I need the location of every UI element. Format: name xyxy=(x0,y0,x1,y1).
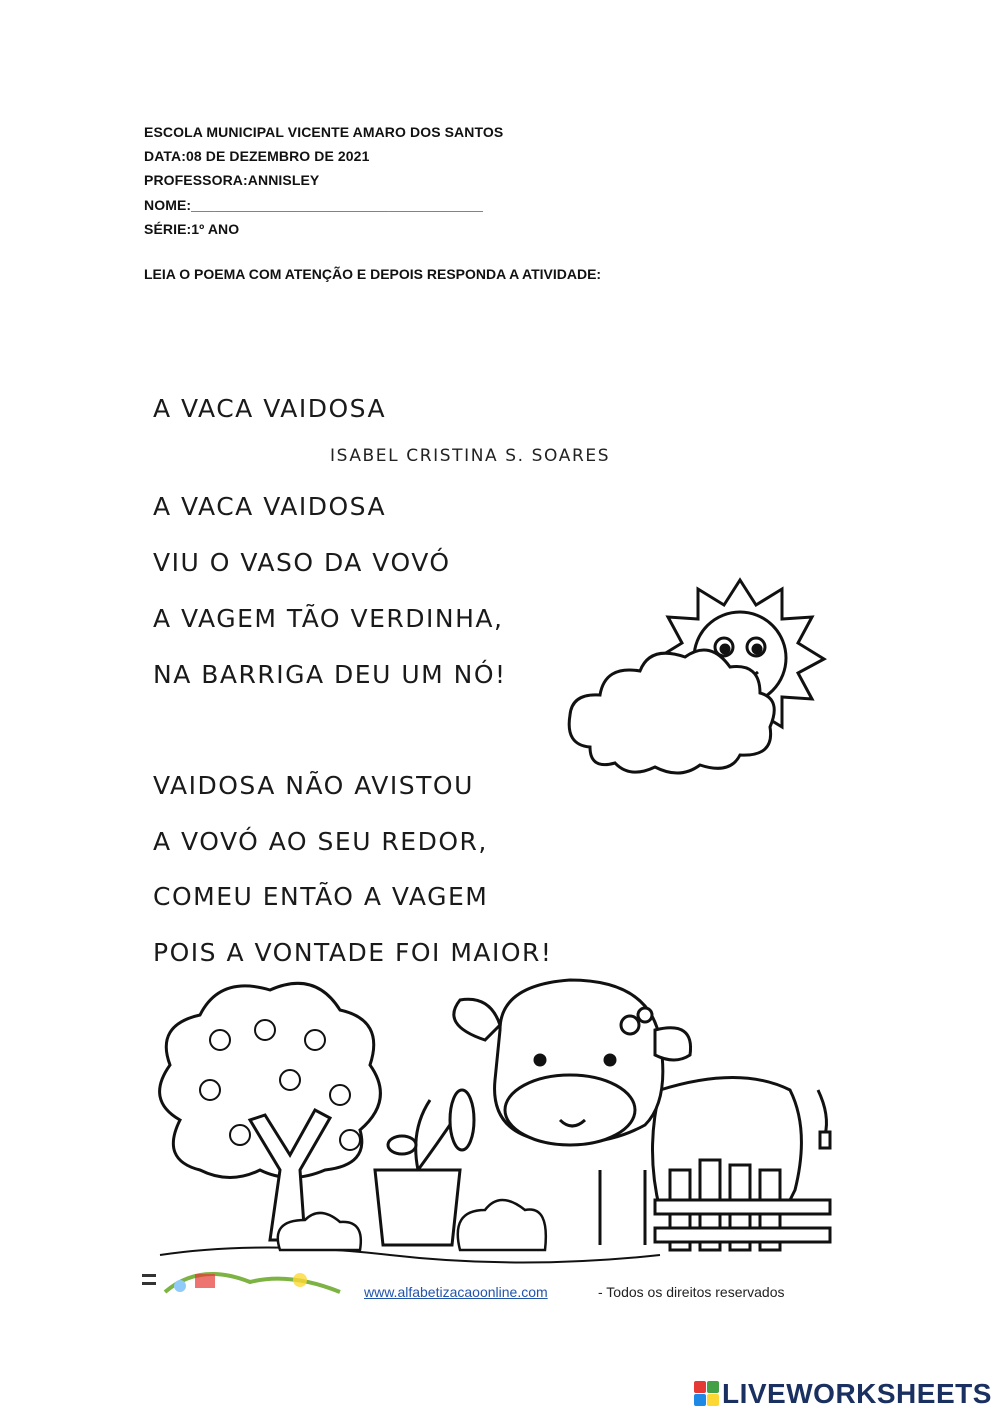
poem-line: POIS A VONTADE FOI MAIOR! xyxy=(153,938,553,967)
poem-title: A VACA VAIDOSA xyxy=(153,394,387,423)
brand-logo-icon xyxy=(694,1381,720,1407)
farm-illustration xyxy=(140,970,845,1270)
school-name: ESCOLA MUNICIPAL VICENTE AMARO DOS SANTOS xyxy=(144,124,504,140)
sun-cloud-illustration xyxy=(560,575,845,785)
poem-line: VAIDOSA NÃO AVISTOU xyxy=(153,771,474,800)
logo-icon xyxy=(140,1262,355,1300)
poem-line: A VAGEM TÃO VERDINHA, xyxy=(153,604,504,633)
website-link[interactable]: www.alfabetizacaoonline.com xyxy=(364,1284,548,1300)
date-line: DATA:08 DE DEZEMBRO DE 2021 xyxy=(144,148,370,165)
teacher-line: PROFESSORA:ANNISLEY xyxy=(144,172,320,189)
instruction-text: LEIA O POEMA COM ATENÇÃO E DEPOIS RESPONDA A ATIVIDADE: xyxy=(144,266,602,282)
rights-text: - Todos os direitos reservados xyxy=(598,1284,785,1300)
liveworksheets-brand[interactable] xyxy=(694,1378,992,1410)
poem-line: VIU O VASO DA VOVÓ xyxy=(153,548,451,577)
fence-icon xyxy=(655,1160,830,1250)
cloud-icon xyxy=(569,650,774,773)
poem-line: A VACA VAIDOSA xyxy=(153,492,387,521)
poem-line: A VOVÓ AO SEU REDOR, xyxy=(153,827,488,856)
poem-line: COMEU ENTÃO A VAGEM xyxy=(153,882,489,911)
name-field[interactable]: NOME:_____________________________________ xyxy=(144,196,483,213)
tree-icon xyxy=(160,983,381,1240)
worksheet-header xyxy=(144,120,503,241)
poem-author: ISABEL CRISTINA S. SOARES xyxy=(330,446,611,466)
grade-line: SÉRIE:1º ANO xyxy=(144,220,240,237)
brand-name: LIVEWORKSHEETS xyxy=(722,1378,992,1409)
poem-line: NA BARRIGA DEU UM NÓ! xyxy=(153,660,507,689)
